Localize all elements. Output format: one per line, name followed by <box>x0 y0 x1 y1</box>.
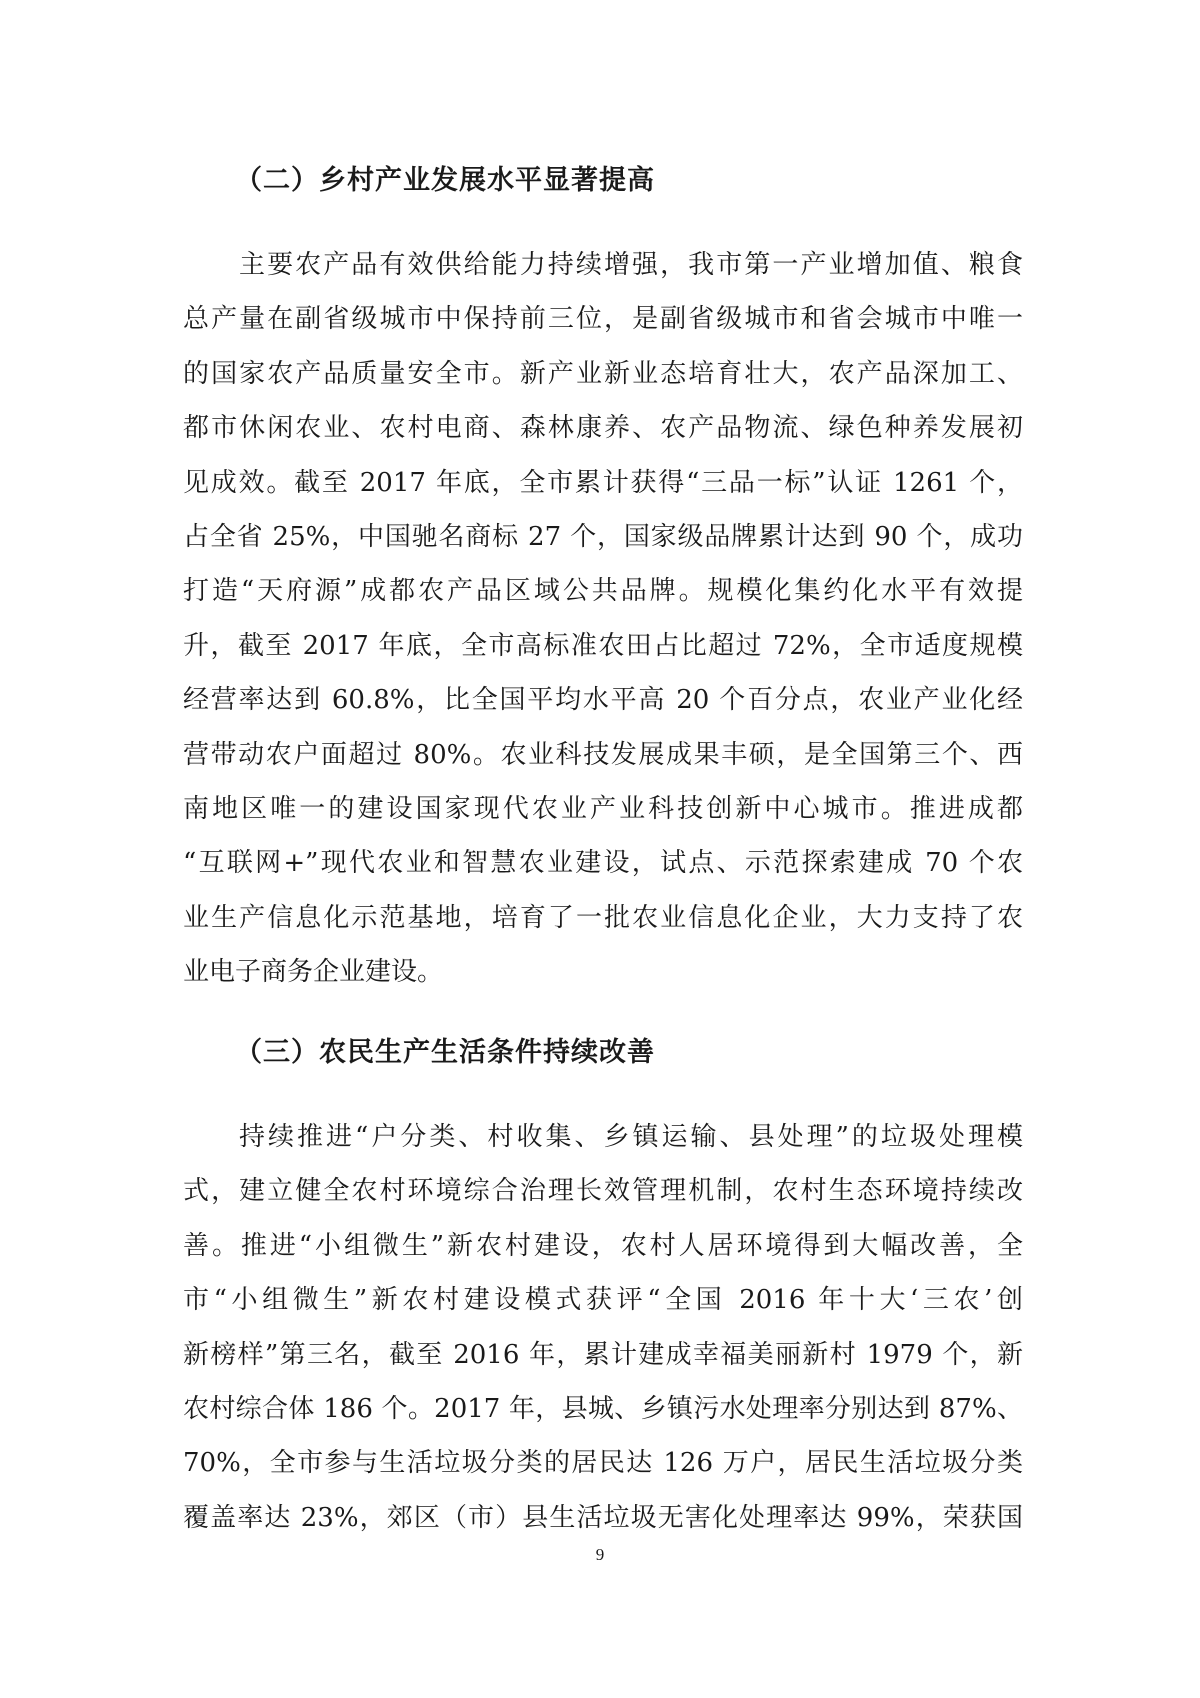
paragraph-line: 业电子商务企业建设。 <box>183 957 444 988</box>
paragraph-line: 的国家农产品质量安全市。新产业新业态培育壮大，农产品深加工、 <box>183 358 1023 389</box>
paragraph-line: 升，截至 2017 年底，全市高标准农田占比超过 72%，全市适度规模 <box>183 630 1023 661</box>
paragraph-line: 新榜样”第三名，截至 2016 年，累计建成幸福美丽新村 1979 个，新 <box>183 1339 1023 1370</box>
paragraph-line: 持续推进“户分类、村收集、乡镇运输、县处理”的垃圾处理模 <box>239 1122 1023 1152</box>
paragraph-line: 打造“天府源”成都农产品区域公共品牌。规模化集约化水平有效提 <box>183 576 1023 607</box>
paragraph-line: 南地区唯一的建设国家现代农业产业科技创新中心城市。推进成都 <box>183 793 1023 824</box>
paragraph-line: “互联网+”现代农业和智慧农业建设，试点、示范探索建成 70 个农 <box>183 848 1023 879</box>
paragraph-line: 式，建立健全农村环境综合治理长效管理机制，农村生态环境持续改 <box>183 1176 1023 1207</box>
paragraph-line: 业生产信息化示范基地，培育了一批农业信息化企业，大力支持了农 <box>183 902 1023 933</box>
paragraph-line: 覆盖率达 23%，郊区（市）县生活垃圾无害化处理率达 99%，荣获国 <box>183 1502 1023 1533</box>
section-heading-3: （三）农民生产生活条件持续改善 <box>235 1037 655 1068</box>
paragraph-line: 主要农产品有效供给能力持续增强，我市第一产业增加值、粮食 <box>239 250 1023 280</box>
paragraph-line: 总产量在副省级城市中保持前三位，是副省级城市和省会城市中唯一 <box>183 304 1023 335</box>
section-2-paragraph <box>183 238 1023 999</box>
section-3-paragraph <box>183 1110 1023 1545</box>
paragraph-line: 善。推进“小组微生”新农村建设，农村人居环境得到大幅改善，全 <box>183 1230 1023 1261</box>
paragraph-line: 农村综合体 186 个。2017 年，县城、乡镇污水处理率分别达到 87%、 <box>183 1393 1023 1424</box>
paragraph-line: 占全省 25%，中国驰名商标 27 个，国家级品牌累计达到 90 个，成功 <box>183 521 1023 552</box>
paragraph-line: 70%，全市参与生活垃圾分类的居民达 126 万户，居民生活垃圾分类 <box>183 1448 1023 1479</box>
section-heading-2: （二）乡村产业发展水平显著提高 <box>235 165 655 196</box>
paragraph-line: 营带动农户面超过 80%。农业科技发展成果丰硕，是全国第三个、西 <box>183 739 1023 770</box>
paragraph-line: 市“小组微生”新农村建设模式获评“全国 2016 年十大‘三农’创 <box>183 1285 1023 1316</box>
paragraph-line: 经营率达到 60.8%，比全国平均水平高 20 个百分点，农业产业化经 <box>183 685 1023 716</box>
paragraph-line: 都市休闲农业、农村电商、森林康养、农产品物流、绿色种养发展初 <box>183 413 1023 444</box>
page-number: 9 <box>595 1545 605 1564</box>
paragraph-line: 见成效。截至 2017 年底，全市累计获得“三品一标”认证 1261 个， <box>183 467 1023 498</box>
